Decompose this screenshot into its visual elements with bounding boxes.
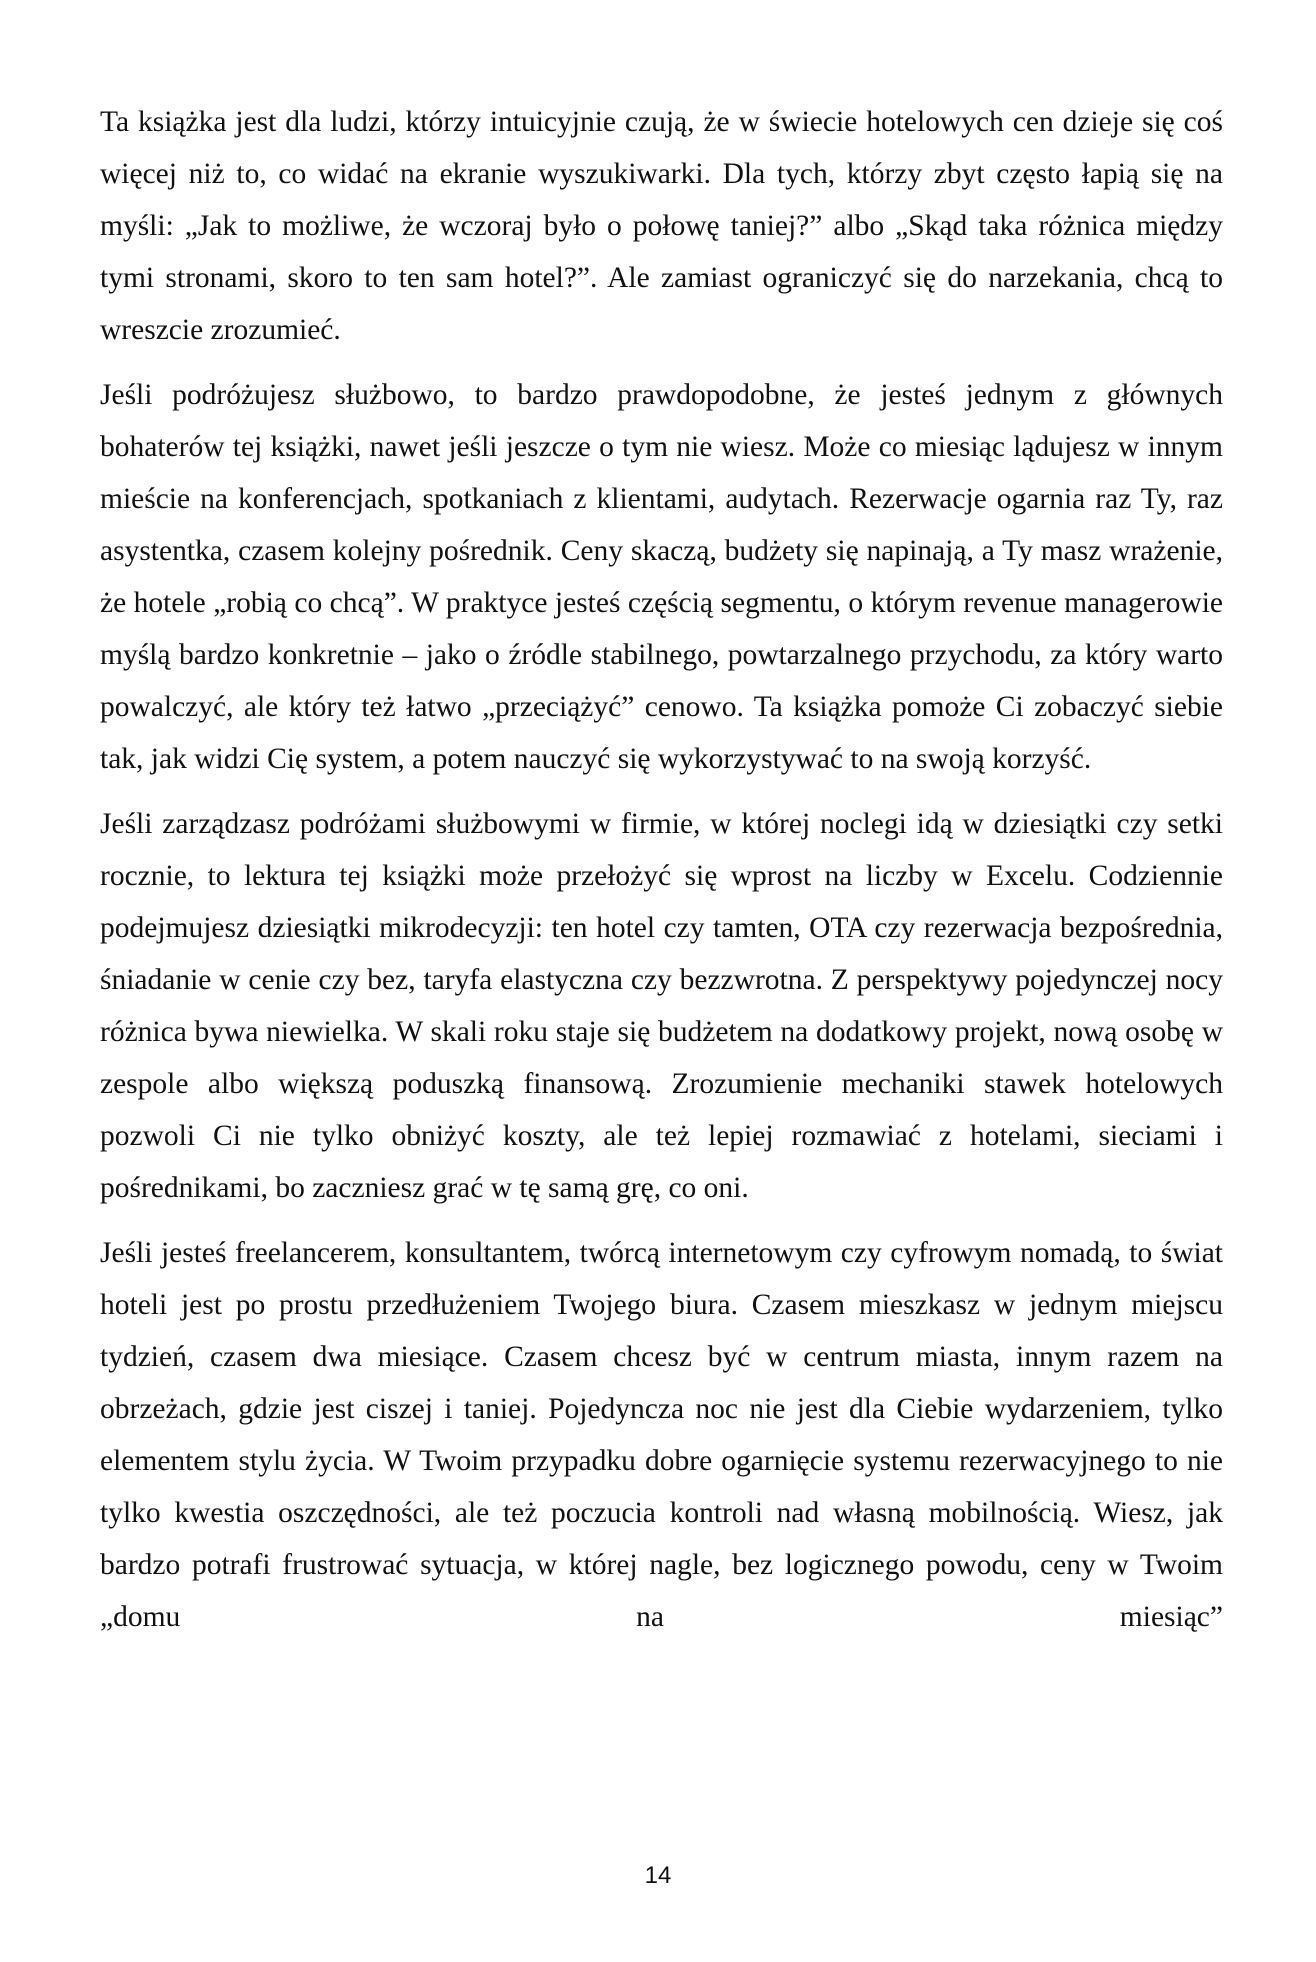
paragraph-3: Jeśli zarządzasz podróżami służbowymi w firmie, w której noclegi idą w dziesiątki czy setki rocznie, to lektura tej książki może przełożyć się wprost na liczby w Excelu. Codziennie podejmujesz dziesiątki mikrodecyzji: ten hotel czy tamten, OTA czy rezerwacja bezpośrednia, śniadanie w cenie czy bez, taryfa elastyczna czy bezzwrotna. Z perspektywy pojedynczej nocy różnica bywa niewielka. W skali roku staje się budżetem na dodatkowy projekt, nową osobę w zespole albo większą poduszką finansową. Zrozumienie mechaniki stawek hotelowych pozwoli Ci nie tylko obniżyć koszty, ale też lepiej rozmawiać z hotelami, sieciami i pośrednikami, bo zaczniesz grać w tę samą grę, co oni. [100, 808, 1223, 1204]
paragraph-4: Jeśli jesteś freelancerem, konsultantem, twórcą internetowym czy cyfrowym nomadą, to świat hoteli jest po prostu przedłużeniem Twojego biura. Czasem mieszkasz w jednym miejscu tydzień, czasem dwa miesiące. Czasem chcesz być w centrum miasta, innym razem na obrzeżach, gdzie jest ciszej i taniej. Pojedyncza noc nie jest dla Ciebie wydarzeniem, tylko elementem stylu życia. W Twoim przypadku dobre ogarnięcie systemu rezerwacyjnego to nie tylko kwestia oszczędności, ale też poczucia kontroli nad własną mobilnością. Wiesz, jak bardzo potrafi frustrować sytuacja, w której nagle, bez logicznego powodu, ceny w Twoim „domu na miesiąc” [100, 1237, 1223, 1633]
body-text [100, 96, 1223, 1656]
paragraph-2: Jeśli podróżujesz służbowo, to bardzo prawdopodobne, że jesteś jednym z głównych bohaterów tej książki, nawet jeśli jeszcze o tym nie wiesz. Może co miesiąc lądujesz w innym mieście na konferencjach, spotkaniach z klientami, audytach. Rezerwacje ogarnia raz Ty, raz asystentka, czasem kolejny pośrednik. Ceny skaczą, budżety się napinają, a Ty masz wrażenie, że hotele „robią co chcą”. W praktyce jesteś częścią segmentu, o którym revenue managerowie myślą bardzo konkretnie – jako o źródle stabilnego, powtarzalnego przychodu, za który warto powalczyć, ale który też łatwo „przeciążyć” cenowo. Ta książka pomoże Ci zobaczyć siebie tak, jak widzi Cię system, a potem nauczyć się wykorzystywać to na swoją korzyść. [100, 379, 1223, 775]
paragraph-1: Ta książka jest dla ludzi, którzy intuicyjnie czują, że w świecie hotelowych cen dzieje się coś więcej niż to, co widać na ekranie wyszukiwarki. Dla tych, którzy zbyt często łapią się na myśli: „Jak to możliwe, że wczoraj było o połowę taniej?” albo „Skąd taka różnica między tymi stronami, skoro to ten sam hotel?”. Ale zamiast ograniczyć się do narzekania, chcą to wreszcie zrozumieć. [100, 106, 1223, 346]
page-number: 14 [644, 1862, 672, 1889]
